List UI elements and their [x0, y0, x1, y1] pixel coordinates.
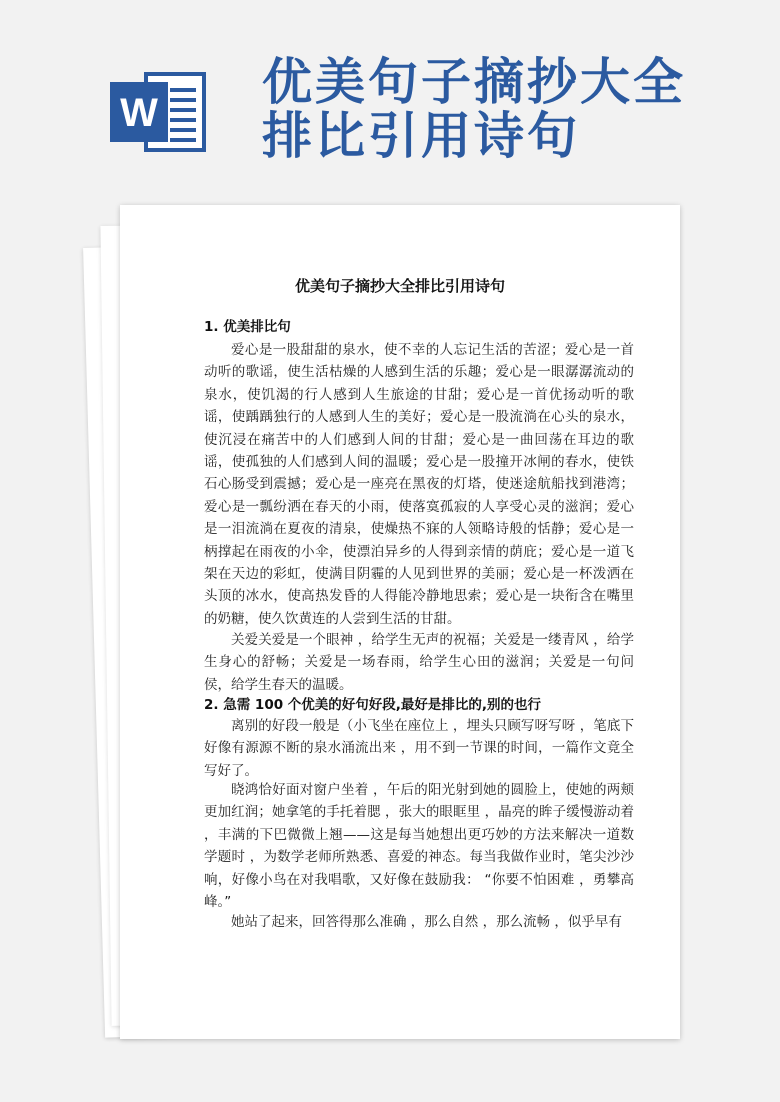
section-heading-1: 1. 优美排比句: [204, 319, 291, 335]
section2-paragraph-3: [204, 911, 634, 935]
section-heading-2: 2. 急需 100 个优美的好句好段,最好是排比的,别的也行: [204, 697, 542, 713]
banner-title-line1: 优美句子摘抄大全: [262, 53, 686, 111]
document-title: 优美句子摘抄大全排比引用诗句: [294, 277, 505, 295]
paragraph-text: 离别的好段一般是（小飞坐在座位上 ，埋头只顾写呀写呀 ，笔底下好像有源源不断的泉水涌流出来 ，用不到一节课的时间，一篇作文竟全写好了。: [204, 718, 634, 779]
section1-paragraph-2: [204, 629, 634, 696]
paragraph-text: 她站了起来，回答得那么准确 ，那么自然 ，那么流畅 ，似乎早有: [231, 914, 622, 930]
word-document-icon: [108, 68, 208, 156]
paragraph-text: 晓鸿恰好面对窗户坐着 ，午后的阳光射到她的圆脸上，使她的两颊更加红润；她拿笔的手托着腮 ，张大的眼眶里 ，晶亮的眸子缓慢游动着 ，丰满的下巴微微上翘——这是每当她想出更巧妙的方法来解决一道数学题时 ，为数学老师所熟悉、喜爱的神态。每当我做作业时，笔尖沙沙响，好像小鸟在对我唱歌，又好像在鼓励我： “你要不怕困难 ，勇攀高峰。”: [204, 782, 634, 911]
banner-title-line2: 排比引用诗句: [262, 107, 580, 165]
paragraph-text: 爱心是一股甜甜的泉水，使不幸的人忘记生活的苦涩；爱心是一首动听的歌谣，使生活枯燥的人感到生活的乐趣；爱心是一眼潺潺流动的泉水，使饥渴的行人感到人生旅途的甘甜；爱心是一首优扬动听的歌谣，使踽踽独行的人感到人生的美好；爱心是一股流淌在心头的泉水，使沉浸在痛苦中的人们感到人间的甘甜；爱心是一曲回荡在耳边的歌谣，使孤独的人们感到人间的温暖；爱心是一股撞开冰闸的春水，使铁石心肠受到震撼；爱心是一座亮在黑夜的灯塔，使迷途航船找到港湾；爱心是一瓢纷洒在春天的小雨，使落寞孤寂的人享受心灵的滋润；爱心是一泪流淌在夏夜的清泉，使燥热不寐的人领略诗般的恬静；爱心是一柄撑起在雨夜的小伞，使漂泊异乡的人得到亲情的荫庇；爱心是一道飞架在天边的彩虹，使满目阴霾的人见到世界的美丽；爱心是一杯泼洒在头顶的冰水，使高热发昏的人得能冷静地思索；爱心是一块衔含在嘴里的奶糖，使久饮黄连的人尝到生活的甘甜。: [204, 342, 634, 627]
section2-paragraph-2: [204, 779, 634, 913]
section1-paragraph-1: [204, 339, 634, 630]
section2-paragraph-1: [204, 715, 634, 782]
word-icon-letter: W: [120, 91, 158, 135]
document-page: [120, 205, 680, 1039]
paragraph-text: 关爱关爱是一个眼神 ，给学生无声的祝福；关爱是一缕青风 ，给学生身心的舒畅；关爱是一场春雨，给学生心田的滋润；关爱是一句问侯，给学生春天的温暖。: [204, 632, 634, 693]
